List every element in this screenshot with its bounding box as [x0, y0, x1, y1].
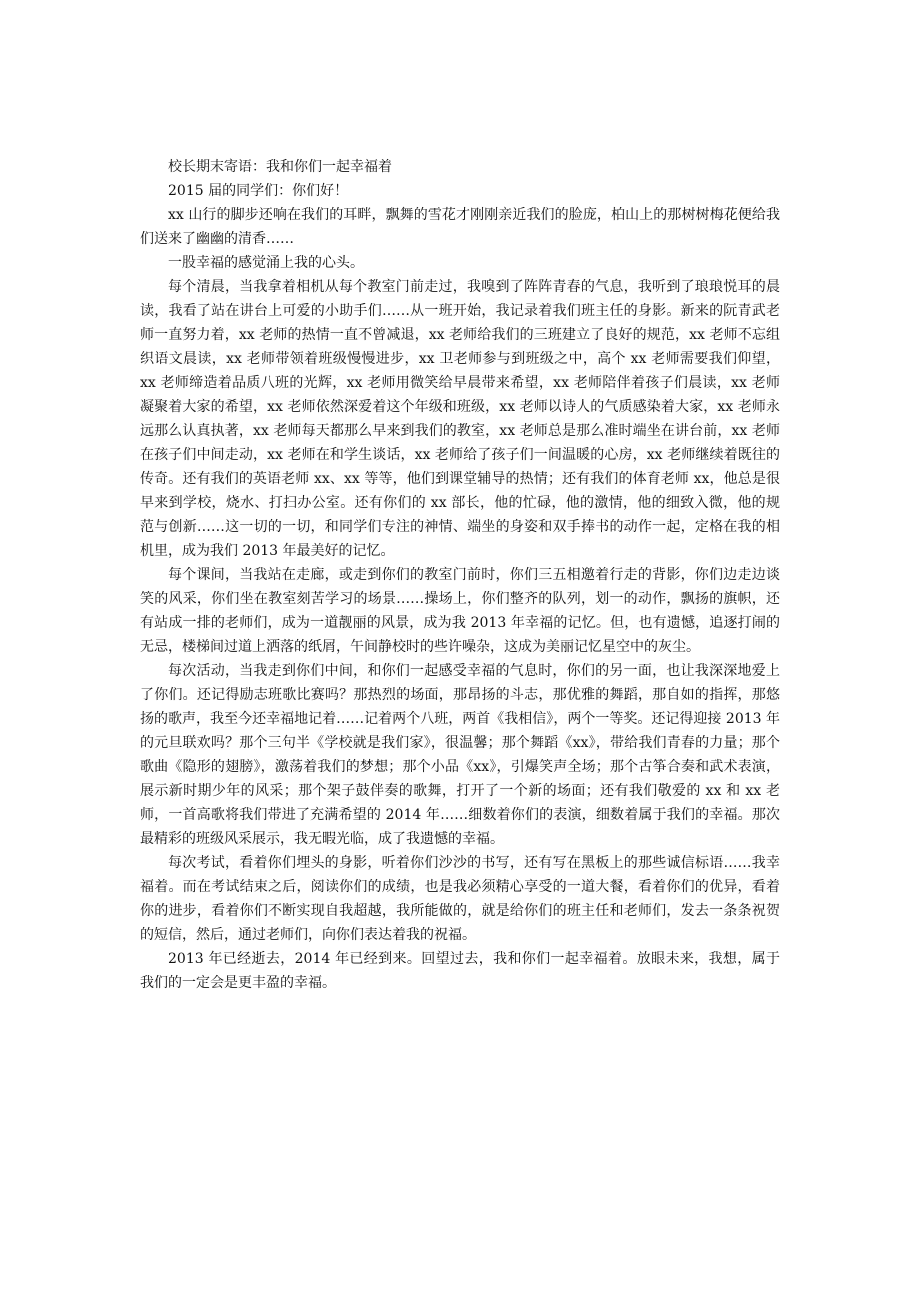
- closing-paragraph: 2013 年已经逝去，2014 年已经到来。回望过去，我和你们一起幸福着。放眼未来，我想，属于我们的一定会是更丰盈的幸福。: [140, 951, 780, 991]
- body-paragraph: 每个清晨，当我拿着相机从每个教室门前走过，我嗅到了阵阵青春的气息，我听到了琅琅悦耳的晨读，我看了站在讲台上可爱的小助手们……从一班开始，我记录着我们班主任的身影。新来的阮青武老师一直努力着，xx 老师的热情一直不曾减退，xx 老师给我们的三班建立了良好的规范，xx 老师不忘组织语文晨读，xx 老师带领着班级慢慢进步，xx 卫老师参与到班级之中，高个 xx 老师需要我们仰望，xx 老师缔造着品质八班的光辉，xx 老师用微笑给早晨带来希望，xx 老师陪伴着孩子们晨读，xx 老师凝聚着大家的希望，xx 老师依然深爱着这个年级和班级，xx 老师以诗人的气质感染着大家，xx 老师永远那么认真执著，xx 老师每天都那么早来到我们的教室，xx 老师总是那么准时端坐在讲台前，xx 老师在孩子们中间走动，xx 老师在和学生谈话，xx 老师给了孩子们一间温暖的心房，xx 老师继续着既往的传奇。还有我们的英语老师 xx、xx 等等，他们到课堂辅导的热情；还有我们的体育老师 xx，他总是很早来到学校，烧水、打扫办公室。还有你们的 xx 部长，他的忙碌，他的激情，他的细致入微，他的规范与创新……这一切的一切，和同学们专注的神情、端坐的身姿和双手捧书的动作一起，定格在我的相机里，成为我们 2013 年最美好的记忆。: [140, 279, 780, 559]
- document-body: [140, 155, 780, 995]
- body-paragraph: 每次考试，看着你们埋头的身影，听着你们沙沙的书写，还有写在黑板上的那些诚信标语……我幸福着。而在考试结束之后，阅读你们的成绩，也是我必须精心享受的一道大餐，看着你们的优异，看着你的进步，看着你们不断实现自我超越，我所能做的，就是给你们的班主任和老师们，发去一条条祝贺的短信，然后，通过老师们，向你们表达着我的祝福。: [140, 855, 780, 943]
- body-paragraph: 每个课间，当我站在走廊，或走到你们的教室门前时，你们三五相邀着行走的背影，你们边走边谈笑的风采，你们坐在教室刻苦学习的场景……操场上，你们整齐的队列，划一的动作，飘扬的旗帜，还有站成一排的老师们，成为一道靓丽的风景，成为我 2013 年幸福的记忆。但，也有遗憾，追逐打闹的无忌，楼梯间过道上洒落的纸屑，午间静校时的些许噪杂，这成为美丽记忆星空中的灰尘。: [140, 567, 780, 655]
- body-paragraph: 一股幸福的感觉涌上我的心头。: [168, 255, 364, 271]
- body-paragraph: 每次活动，当我走到你们中间，和你们一起感受幸福的气息时，你们的另一面，也让我深深地爱上了你们。还记得励志班歌比赛吗？那热烈的场面，那昂扬的斗志，那优雅的舞蹈，那自如的指挥，那悠扬的歌声，我至今还幸福地记着……记着两个八班，两首《我相信》，两个一等奖。还记得迎接 2013 年的元旦联欢吗？那个三句半《学校就是我们家》，很温馨；那个舞蹈《xx》，带给我们青春的力量；那个歌曲《隐形的翅膀》，激荡着我们的梦想；那个小品《xx》，引爆笑声全场；那个古筝合奏和武术表演，展示新时期少年的风采；那个架子鼓伴奏的歌舞，打开了一个新的场面；还有我们敬爱的 xx 和 xx 老师，一首高歌将我们带进了充满希望的 2014 年……细数着你们的表演，细数着属于我们的幸福。那次最精彩的班级风采展示，我无暇光临，成了我遗憾的幸福。: [140, 663, 780, 847]
- body-paragraph: xx 山行的脚步还响在我们的耳畔，飘舞的雪花才刚刚亲近我们的脸庞，柏山上的那树树梅花便给我们送来了幽幽的清香……: [140, 207, 780, 247]
- greeting-paragraph: 2015 届的同学们：你们好！: [168, 183, 349, 199]
- document-title: 校长期末寄语：我和你们一起幸福着: [168, 159, 392, 175]
